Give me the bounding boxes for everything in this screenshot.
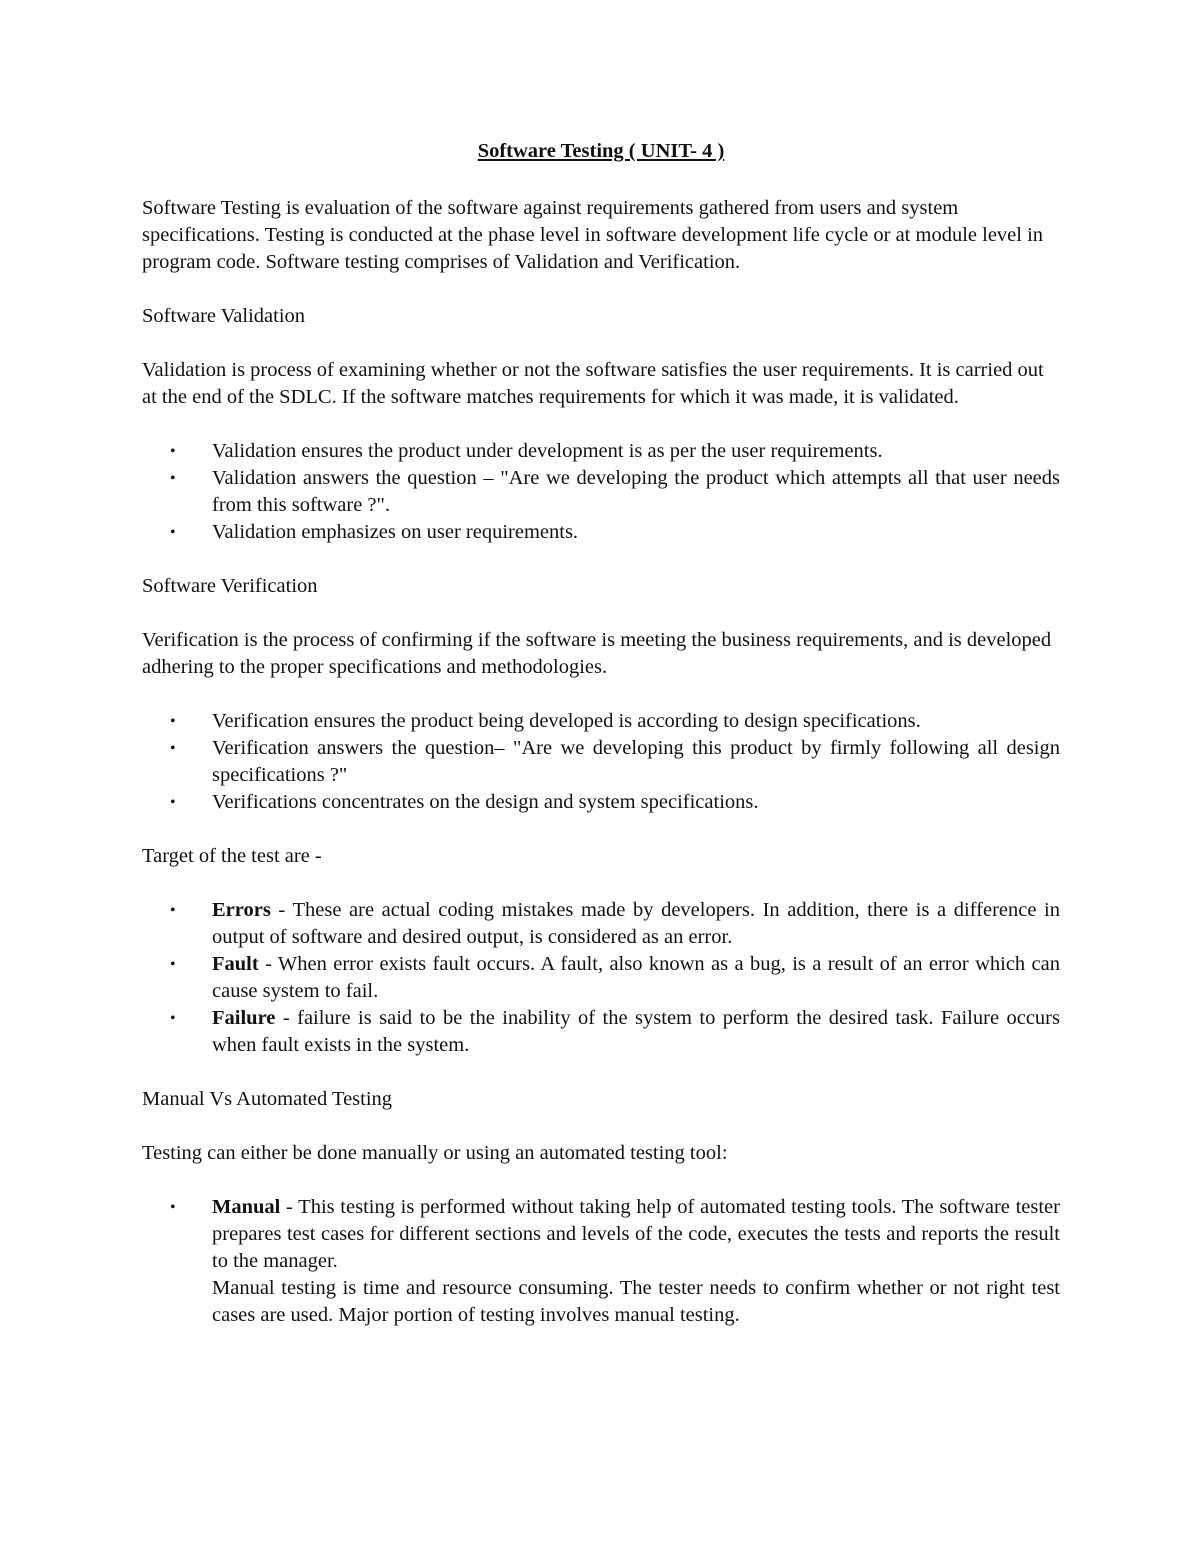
- list-item-text: Validation emphasizes on user requirements.: [212, 521, 579, 543]
- document-page: [142, 138, 1060, 1356]
- validation-bullet-list: [142, 438, 1060, 546]
- bullet-icon: •: [170, 1010, 176, 1027]
- definition-fault: - When error exists fault occurs. A fault, also known as a bug, is a result of an error which can cause system to fail.: [212, 953, 1060, 1002]
- list-item-text: Verifications concentrates on the design and system specifications.: [212, 791, 759, 813]
- verification-paragraph: Verification is the process of confirming if the software is meeting the business requirements, and is developed adhering to the proper specifications and methodologies.: [142, 629, 1052, 678]
- list-item: [142, 519, 1060, 546]
- term-fault: Fault: [212, 953, 259, 975]
- bullet-icon: •: [170, 794, 176, 811]
- list-item: [142, 1194, 1060, 1329]
- list-item: [142, 438, 1060, 465]
- list-item: [142, 1005, 1060, 1059]
- list-item: [142, 465, 1060, 519]
- validation-heading: Software Validation: [142, 305, 306, 327]
- list-item-text: Verification ensures the product being developed is according to design specifications.: [212, 710, 921, 732]
- list-item: [142, 897, 1060, 951]
- verification-bullet-list: [142, 708, 1060, 816]
- definition-errors: - These are actual coding mistakes made by developers. In addition, there is a difference in output of software and desired output, is considered as an error.: [212, 899, 1060, 948]
- intro-paragraph: Software Testing is evaluation of the software against requirements gathered from users and system specifications. Testing is conducted at the phase level in software development life cycle or at module level in program code. Software testing comprises of Validation and Verification.: [142, 197, 1044, 273]
- list-item: [142, 708, 1060, 735]
- bullet-icon: •: [170, 443, 176, 460]
- definition-manual: - This testing is performed without taking help of automated testing tools. The software tester prepares test cases for different sections and levels of the code, executes the tests and reports the result to the manager.: [212, 1196, 1060, 1272]
- list-item: [142, 735, 1060, 789]
- list-item-text: Validation answers the question – "Are we developing the product which attempts all that user needs from this software ?".: [212, 467, 1060, 516]
- term-errors: Errors: [212, 899, 271, 921]
- bullet-icon: •: [170, 470, 176, 487]
- list-item-text: Verification answers the question– "Are we developing this product by firmly following all design specifications ?": [212, 737, 1060, 786]
- validation-paragraph: Validation is process of examining whether or not the software satisfies the user requirements. It is carried out at the end of the SDLC. If the software matches requirements for which it was made, it is validated.: [142, 359, 1044, 408]
- bullet-icon: •: [170, 1199, 176, 1216]
- bullet-icon: •: [170, 902, 176, 919]
- testing-types-bullet-list: [142, 1194, 1060, 1329]
- definition-manual-continued: Manual testing is time and resource consuming. The tester needs to confirm whether or not right test cases are used. Major portion of testing involves manual testing.: [212, 1277, 1060, 1326]
- definition-failure: - failure is said to be the inability of the system to perform the desired task. Failure occurs when fault exists in the system.: [212, 1007, 1060, 1056]
- bullet-icon: •: [170, 713, 176, 730]
- verification-heading: Software Verification: [142, 575, 318, 597]
- targets-bullet-list: [142, 897, 1060, 1059]
- manual-vs-automated-heading: Manual Vs Automated Testing: [142, 1088, 393, 1110]
- targets-intro: Target of the test are -: [142, 845, 322, 867]
- bullet-icon: •: [170, 740, 176, 757]
- term-manual: Manual: [212, 1196, 281, 1218]
- bullet-icon: •: [170, 956, 176, 973]
- bullet-icon: •: [170, 524, 176, 541]
- page-title: Software Testing ( UNIT- 4 ): [477, 140, 725, 162]
- list-item: [142, 951, 1060, 1005]
- list-item: [142, 789, 1060, 816]
- manual-vs-automated-intro: Testing can either be done manually or using an automated testing tool:: [142, 1142, 728, 1164]
- term-failure: Failure: [212, 1007, 276, 1029]
- list-item-text: Validation ensures the product under development is as per the user requirements.: [212, 440, 883, 462]
